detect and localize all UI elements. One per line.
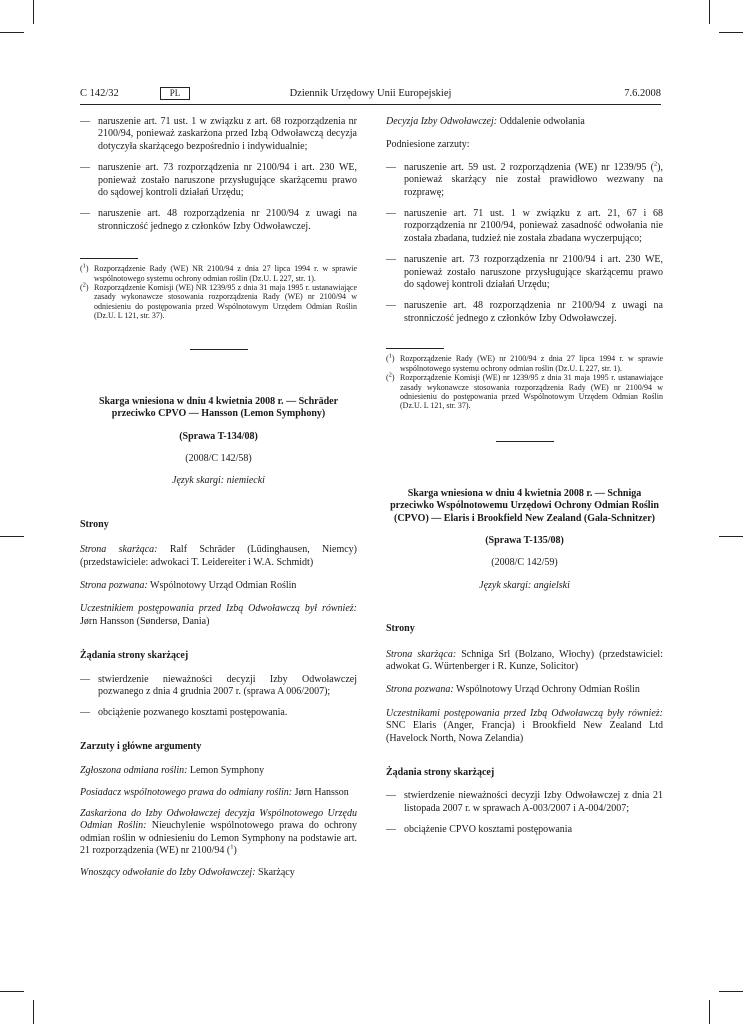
- header-rule: [80, 104, 661, 105]
- right-holder: Posiadacz wspólnotowego prawa do odmiany roślin: Jørn Hansson: [80, 786, 349, 798]
- footnote-rule: [386, 348, 444, 349]
- section-heading: Zarzuty i główne argumenty: [80, 740, 202, 752]
- crop-mark: [709, 1000, 710, 1024]
- applicant: Strona skarżąca: Schniga Srl (Bolzano, Włochy) (przedstawiciel: adwokat G. Würtenberger i R. Kunze, Solicitor): [386, 648, 663, 672]
- crop-mark: [0, 536, 24, 537]
- list-item: — naruszenie art. 71 ust. 1 w związku z art. 21, 67 i 68 rozporządzenia nr 2100/94, ponieważ zasadność odwołania nie została zbadana, tudzież nie została zbadana wyczerpująco;: [386, 208, 663, 244]
- journal-title: Dziennik Urzędowy Unii Europejskiej: [289, 88, 452, 99]
- variety: Zgłoszona odmiana roślin: Lemon Symphony: [80, 765, 265, 777]
- list-item: — obciążenie CPVO kosztami postępowania: [386, 824, 573, 836]
- crop-mark: [719, 32, 743, 33]
- language-note: Język skargi: niemiecki: [172, 475, 265, 487]
- contested-decision: Zaskarżona do Izby Odwoławczej decyzja Wspólnotowego Urzędu Odmian Roślin: Nieuchylenie wspólnotowego prawa do ochrony odmian roślin w odniesieniu do Lemon Symphony na podstawie art. 21 rozporządzenia (WE) nr 2100/94 ($^1$): [80, 808, 357, 857]
- crop-mark: [719, 991, 743, 992]
- defendant: Strona pozwana: Wspólnotowy Urząd Ochrony Odmian Roślin: [386, 684, 640, 696]
- section-heading: Strony: [386, 623, 415, 635]
- case-number: (Sprawa T-135/08): [485, 534, 564, 546]
- case-title: Skarga wniesiona w dniu 4 kwietnia 2008 r. — Schniga przeciwko Wspólnotowemu Urzędowi Ochrony Odmian Roślin (CPVO) — Elaris i Brookfield New Zealand (Gala-Schnitzer): [390, 487, 659, 524]
- section-heading: Strony: [80, 518, 109, 530]
- oj-reference: (2008/C 142/59): [491, 557, 558, 569]
- oj-reference: (2008/C 142/58): [185, 452, 252, 464]
- intervener: Uczestnikiem postępowania przed Izbą Odwoławczą był również: Jørn Hansson (Søndersø, Dania): [80, 603, 357, 627]
- list-item: — stwierdzenie nieważności decyzji Izby Odwoławczej pozwanego z dnia 4 grudnia 2007 r. (sprawa A 006/2007);: [80, 673, 357, 697]
- crop-mark: [33, 1000, 34, 1024]
- interveners: Uczestnikami postępowania przed Izbą Odwoławczą były również: SNC Elaris (Anger, Francja) i Brookfield New Zealand Ltd (Havelock North, Nowa Zelandia): [386, 707, 663, 744]
- page-reference: C 142/32: [80, 88, 119, 99]
- language-badge: PL: [160, 87, 190, 100]
- left-column: [80, 116, 357, 879]
- pleas-intro: Podniesione zarzuty:: [386, 139, 470, 151]
- list-item: — naruszenie art. 73 rozporządzenia nr 2100/94 i art. 230 WE, ponieważ zostało naruszone przysługujące skarżącemu prawo do sądowej kontroli działań Urzędu;: [80, 162, 357, 199]
- list-item: — naruszenie art. 73 rozporządzenia nr 2100/94 i art. 230 WE, ponieważ zostało naruszone przysługujące skarżącemu prawo do sądowej kontroli działań Urzędu;: [386, 254, 663, 291]
- list-item: — naruszenie art. 48 rozporządzenia nr 2100/94 z uwagi na stronniczość jednego z członków Izby Odwoławczej.: [386, 300, 663, 324]
- list-item: — naruszenie art. 59 ust. 2 rozporządzenia (WE) nr 1239/95 ($^2$), ponieważ skarżący nie został prawidłowo wezwany na rozprawę;: [386, 160, 663, 198]
- crop-mark: [709, 0, 710, 24]
- section-heading: Żądania strony skarżącej: [386, 767, 495, 778]
- list-item: — naruszenie art. 48 rozporządzenia nr 2100/94 z uwagi na stronniczość jednego z członków Izby Odwoławczej.: [80, 208, 357, 232]
- footnote: ($^2$) Rozporządzenie Komisji (WE) nr 1239/95 z dnia 31 maja 1995 r. ustanawiające zasady wykonawcze stosowania rozporządzenia Rady (WE) nr 2100/94 w odniesieniu do postępowania przed Wspólnotowym Urzędem Odmian Roślin (Dz.U. L 121, str. 37).: [386, 371, 663, 411]
- applicant: Strona skarżąca: Ralf Schräder (Lüdinghausen, Niemcy) (przedstawiciele: adwokaci T. Leidereiter i W.A. Schmidt): [80, 544, 357, 568]
- footnote: ($^2$) Rozporządzenie Komisji (WE) NR 1239/95 z dnia 31 maja 1995 r. ustanawiające zasady wykonawcze stosowania rozporządzenia Rady (WE) nr 2100/94 w odniesieniu do postępowania przed Wspólnotowym Urzędem Odmian Roślin (Dz.U. L 121, str. 37).: [80, 281, 357, 321]
- crop-mark: [33, 0, 34, 24]
- case-title: Skarga wniesiona w dniu 4 kwietnia 2008 r. — Schräder przeciwko CPVO — Hansson (Lemon Symphony): [98, 395, 339, 420]
- appellant: Wnoszący odwołanie do Izby Odwoławczej: Skarżący: [80, 866, 295, 878]
- defendant: Strona pozwana: Wspólnotowy Urząd Odmian Roślin: [80, 579, 297, 591]
- crop-mark: [0, 32, 24, 33]
- language-note: Język skargi: angielski: [479, 579, 570, 591]
- list-item: — naruszenie art. 71 ust. 1 w związku z art. 68 rozporządzenia nr 2100/94, ponieważ zaskarżona przed Izbą Odwoławczą decyzja dotyczyła skarżącego bezpośrednio i indywidualnie;: [80, 116, 357, 152]
- list-item: — obciążenie pozwanego kosztami postępowania.: [80, 707, 288, 719]
- crop-mark: [0, 991, 24, 992]
- case-number: (Sprawa T-134/08): [179, 430, 258, 442]
- footnote: ($^1$) Rozporządzenie Rady (WE) nr 2100/94 z dnia 27 lipca 1994 r. w sprawie wspólnotowego systemu ochrony odmian roślin (Dz.U. L 227, str. 1).: [386, 352, 663, 373]
- publication-date: 7.6.2008: [624, 88, 661, 99]
- appeal-decision: Decyzja Izby Odwoławczej: Oddalenie odwołania: [386, 116, 585, 127]
- crop-mark: [719, 536, 743, 537]
- footnote-rule: [80, 258, 138, 259]
- footnote: ($^1$) Rozporządzenie Rady (WE) NR 2100/94 z dnia 27 lipca 1994 r. w sprawie wspólnotowego systemu ochrony odmian roślin (Dz.U. L 227, str. 1).: [80, 262, 357, 283]
- page-header: [80, 86, 661, 102]
- right-column: [386, 116, 663, 846]
- section-heading: Żądania strony skarżącej: [80, 650, 189, 662]
- list-item: — stwierdzenie nieważności decyzji Izby Odwoławczej z dnia 21 listopada 2007 r. w sprawach A-003/2007 i A-004/2007;: [386, 790, 663, 814]
